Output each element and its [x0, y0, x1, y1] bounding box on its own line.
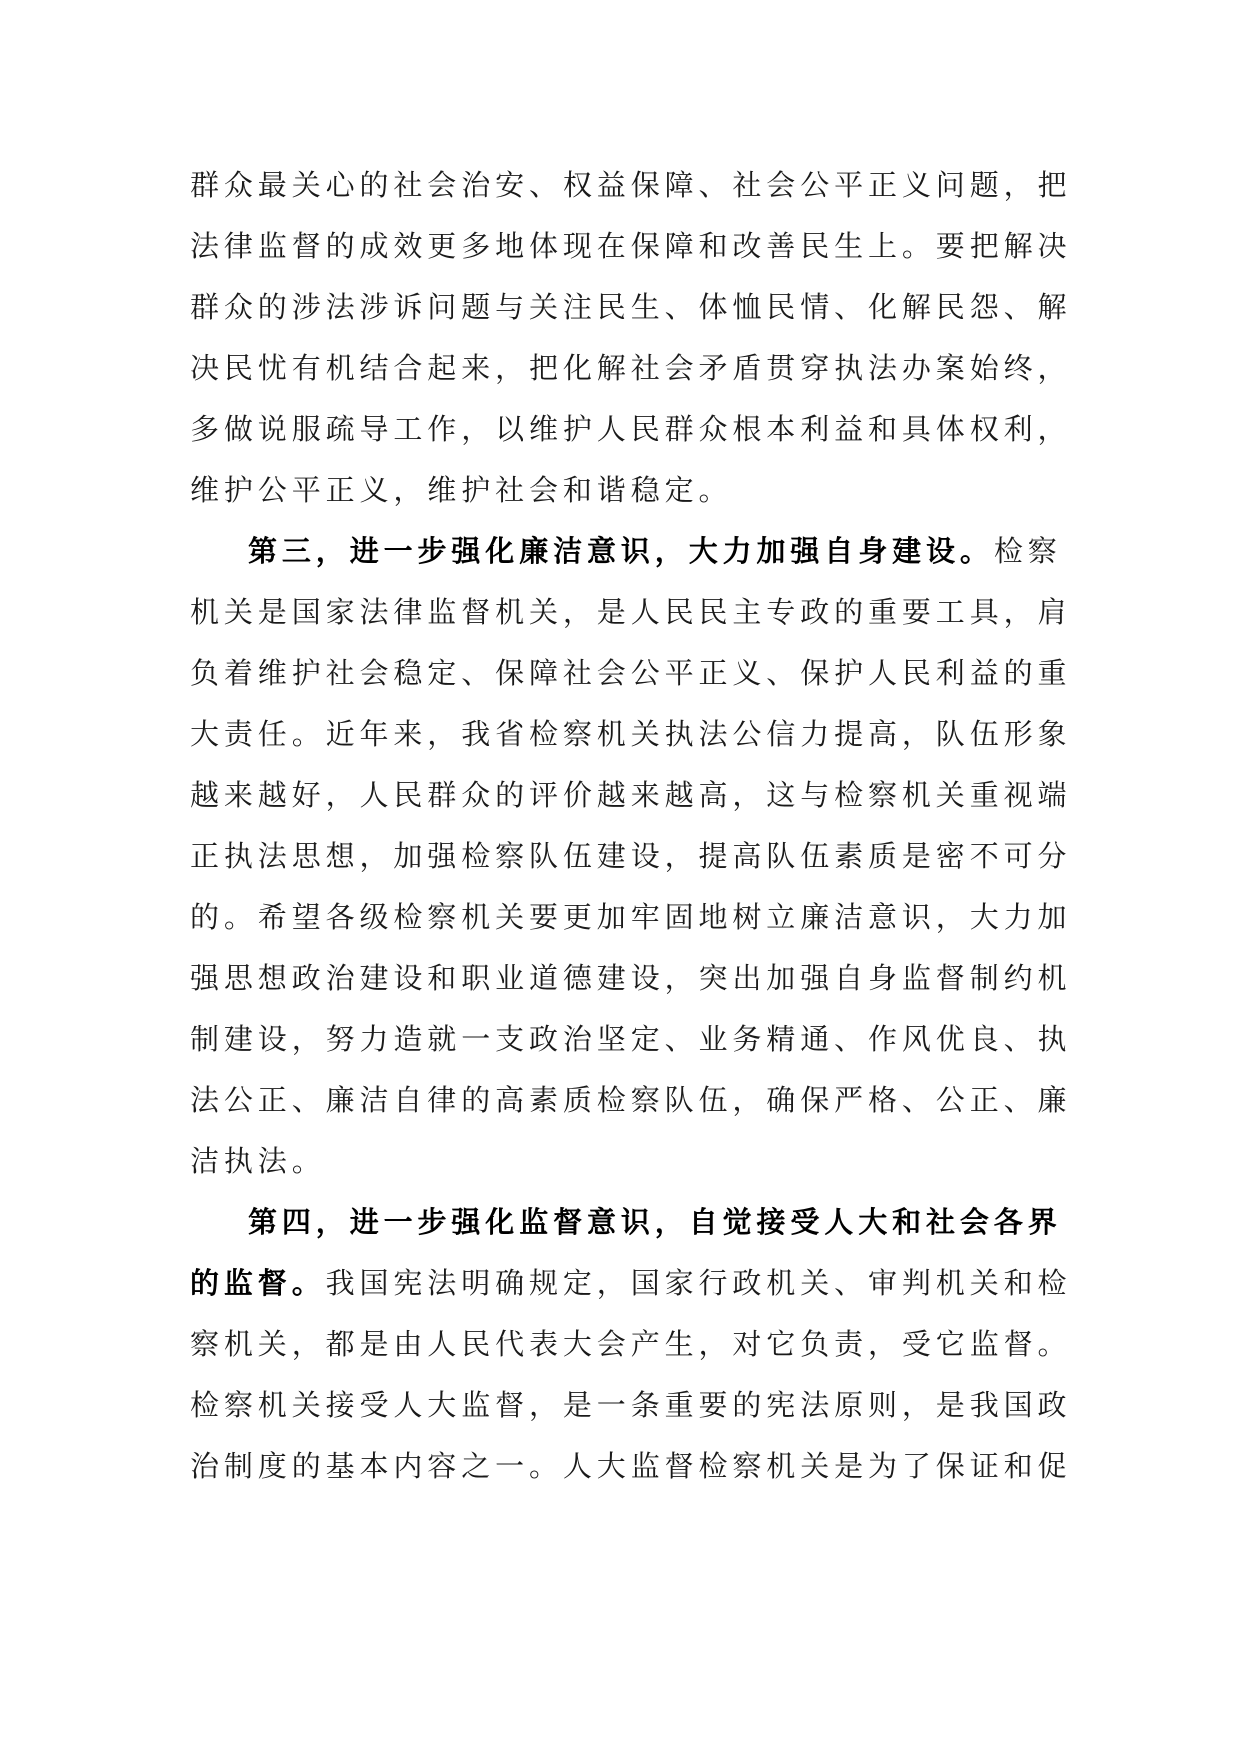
text-line	[190, 1375, 1072, 1436]
paragraph-continuation	[190, 155, 1072, 521]
text-line	[190, 765, 1072, 826]
line-text: 法律监督的成效更多地体现在保障和改善民生上。要把解决	[190, 229, 1072, 263]
line-text: 检察	[993, 534, 1062, 568]
section-heading: 的监督。	[190, 1266, 326, 1300]
text-line	[190, 216, 1072, 277]
line-text: 机关是国家法律监督机关，是人民民主专政的重要工具，肩	[190, 595, 1072, 629]
line-text: 洁执法。	[190, 1144, 326, 1178]
line-text: 多做说服疏导工作，以维护人民群众根本利益和具体权利，	[190, 412, 1072, 446]
section-heading: 第四，进一步强化监督意识，自觉接受人大和社会各界	[248, 1205, 1062, 1239]
text-line	[190, 521, 1062, 582]
line-text: 治制度的基本内容之一。人大监督检察机关是为了保证和促	[190, 1449, 1072, 1483]
text-line	[190, 1131, 1050, 1192]
line-text: 决民忧有机结合起来，把化解社会矛盾贯穿执法办案始终，	[190, 351, 1072, 385]
line-text: 制建设，努力造就一支政治坚定、业务精通、作风优良、执	[190, 1022, 1072, 1056]
text-line	[190, 460, 1050, 521]
text-line	[190, 338, 1072, 399]
text-line	[190, 1253, 1072, 1314]
line-text: 检察机关接受人大监督，是一条重要的宪法原则，是我国政	[190, 1388, 1072, 1422]
text-line	[190, 826, 1072, 887]
text-line	[190, 1009, 1072, 1070]
text-line	[190, 1436, 1072, 1497]
paragraph-third-point	[190, 521, 1072, 1192]
line-text: 察机关，都是由人民代表大会产生，对它负责，受它监督。	[190, 1327, 1072, 1361]
paragraph-fourth-point	[190, 1192, 1072, 1497]
text-line	[190, 1192, 1062, 1253]
line-text: 强思想政治建设和职业道德建设，突出加强自身监督制约机	[190, 961, 1072, 995]
text-line	[190, 704, 1072, 765]
text-line	[190, 399, 1072, 460]
text-line	[190, 155, 1072, 216]
line-text: 群众最关心的社会治安、权益保障、社会公平正义问题，把	[190, 168, 1072, 202]
line-text: 负着维护社会稳定、保障社会公平正义、保护人民利益的重	[190, 656, 1072, 690]
line-text: 群众的涉法涉诉问题与关注民生、体恤民情、化解民怨、解	[190, 290, 1072, 324]
line-text: 大责任。近年来，我省检察机关执法公信力提高，队伍形象	[190, 717, 1072, 751]
text-line	[190, 887, 1072, 948]
text-line	[190, 277, 1072, 338]
section-heading: 第三，进一步强化廉洁意识，大力加强自身建设。	[248, 534, 994, 568]
text-line	[190, 582, 1072, 643]
body-text	[190, 155, 1072, 1497]
text-line	[190, 948, 1072, 1009]
line-text: 越来越好，人民群众的评价越来越高，这与检察机关重视端	[190, 778, 1072, 812]
line-text: 正执法思想，加强检察队伍建设，提高队伍素质是密不可分	[190, 839, 1072, 873]
line-text: 的。希望各级检察机关要更加牢固地树立廉洁意识，大力加	[190, 900, 1072, 934]
text-line	[190, 643, 1072, 704]
text-line	[190, 1070, 1072, 1131]
line-text: 法公正、廉洁自律的高素质检察队伍，确保严格、公正、廉	[190, 1083, 1072, 1117]
text-line	[190, 1314, 1072, 1375]
line-text: 维护公平正义，维护社会和谐稳定。	[190, 473, 733, 507]
line-text: 我国宪法明确规定，国家行政机关、审判机关和检	[325, 1266, 1072, 1300]
